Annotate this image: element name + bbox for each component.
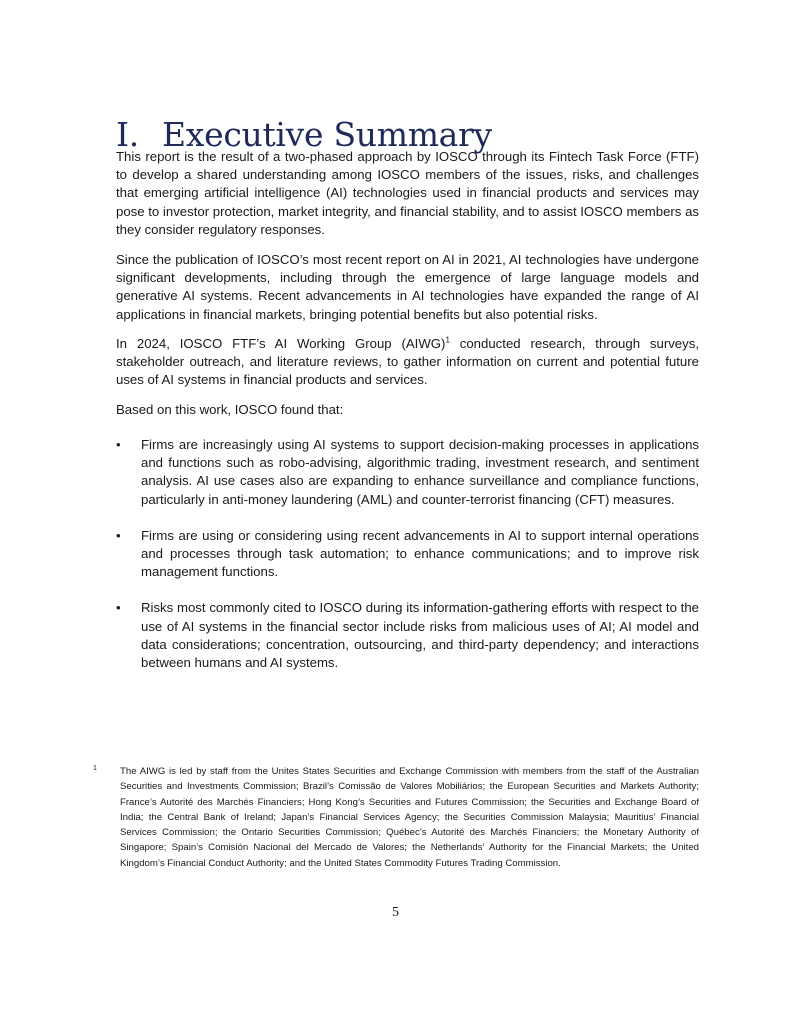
footnote (93, 764, 699, 871)
list-item (116, 599, 699, 672)
footnote-text: The AIWG is led by staff from the Unites States Securities and Exchange Commission with members from the staff of the Australian Securities and Investments Commission; Brazil’s Comissão de Valores Mobiliários; the European Securities and Markets Authority; France’s Autorité des Marchés Financiers; Hong Kong’s Securities and Futures Commission; the Securities and Exchange Board of India; the Central Bank of Ireland; Japan’s Financial Services Agency; the Securities Commission Malaysia; Mauritius’ Financial Services Commission; the Ontario Securities Commission; Québec’s Autorité des Marchés Financiers; the Monetary Authority of Singapore; Spain’s Comisión Nacional del Mercado de Valores; the Netherlands’ Authority for the Financial Markets; the United Kingdom’s Financial Conduct Authority; and the United States Commodity Futures Trading Commission. (120, 766, 699, 869)
bullet-icon: • (116, 600, 121, 616)
list-item-text: Risks most commonly cited to IOSCO during its information-gathering efforts with respect to the use of AI systems in the financial sector include risks from malicious uses of AI; AI model and data considerations; concentration, outsourcing, and third-party dependency; and interactions between humans and AI systems. (141, 600, 699, 671)
bullet-icon: • (116, 527, 121, 543)
paragraph-aiwg-end: conducted research, through surveys, stakeholder outreach, and literature reviews, to gather information on current and potential future uses of AI systems in financial products and services. (116, 336, 699, 388)
paragraph-aiwg-start: In 2024, IOSCO FTF’s AI Working Group (AIWG) (116, 336, 446, 351)
section-title: Executive Summary (162, 115, 492, 155)
list-item (116, 527, 699, 582)
paragraph-intro: This report is the result of a two-phased approach by IOSCO through its Fintech Task Force (FTF) to develop a shared understanding among IOSCO members of the issues, risks, and challenges that emerging artificial intelligence (AI) technologies used in financial products and services may pose to investor protection, market integrity, and financial stability, and to assist IOSCO members as they consider regulatory responses. (116, 149, 699, 237)
findings-list (116, 436, 699, 690)
footnote-marker: 1 (93, 765, 97, 772)
list-item-text: Firms are increasingly using AI systems to support decision-making processes in applications and functions such as robo-advising, algorithmic trading, investment research, and sentiment analysis. AI use cases also are expanding to enhance surveillance and compliance functions, particularly in anti-money laundering (AML) and counter-terrorist financing (CFT) measures. (141, 437, 699, 507)
page-number: 5 (392, 905, 399, 920)
findings-intro: Based on this work, IOSCO found that: (116, 402, 344, 417)
footnote-reference[interactable]: 1 (445, 335, 450, 345)
paragraph-developments: Since the publication of IOSCO’s most recent report on AI in 2021, AI technologies have undergone significant developments, including through the emergence of large language models and generative AI systems. Recent advancements in AI technologies have expanded the range of AI applications in financial markets, bringing potential benefits but also potential risks. (116, 252, 699, 322)
list-item (116, 436, 699, 509)
list-item-text: Firms are using or considering using recent advancements in AI to support internal operations and processes through task automation; to enhance communications; and to improve risk management functions. (141, 527, 699, 580)
section-number: I. (116, 115, 139, 155)
paragraph-aiwg (116, 335, 699, 390)
bullet-icon: • (116, 437, 121, 452)
